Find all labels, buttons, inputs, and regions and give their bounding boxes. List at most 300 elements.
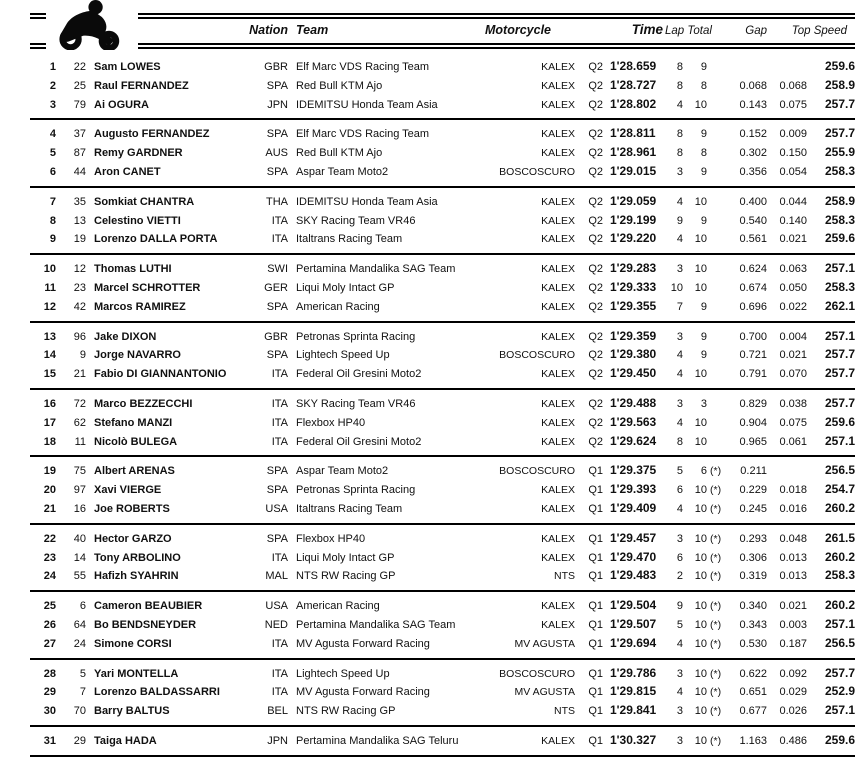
session: Q1 <box>588 551 603 564</box>
session: Q2 <box>588 300 603 313</box>
lap-time: 1'29.333 <box>610 279 657 294</box>
q1-marker <box>707 389 727 414</box>
rider-number: 9 <box>79 349 86 362</box>
motorcycle: KALEX <box>541 300 575 313</box>
lap: 4 <box>676 686 683 699</box>
team-name: Pertamina Mandalika SAG Team <box>288 254 485 279</box>
lap: 8 <box>676 61 683 73</box>
motorcycle: KALEX <box>541 618 575 631</box>
rider-number: 21 <box>73 368 86 381</box>
motorcycle: KALEX <box>541 502 575 515</box>
rider-name: Simone CORSI <box>94 637 172 650</box>
total-laps: 9 <box>700 165 707 178</box>
q1-marker <box>707 414 727 433</box>
rider-name: Jake DIXON <box>86 322 246 347</box>
total-laps: 10 <box>694 233 707 246</box>
lap: 8 <box>676 435 683 448</box>
session: Q1 <box>575 726 603 756</box>
team-name: SKY Racing Team VR46 <box>296 214 416 227</box>
gap-to-first: 0.302 <box>739 147 767 160</box>
position: 16 <box>30 389 56 414</box>
lap-time: 1'29.199 <box>610 212 657 227</box>
rider-name: Fabio DI GIANNANTONIO <box>94 368 227 381</box>
gap-to-prev: 0.187 <box>779 637 807 650</box>
session: Q2 <box>588 147 603 160</box>
gap-to-first: 0.904 <box>739 416 767 429</box>
rider-number: 42 <box>73 300 86 313</box>
position: 24 <box>43 570 56 583</box>
team-name: American Racing <box>296 300 380 313</box>
rider-number: 13 <box>73 214 86 227</box>
top-speed: 258.9 <box>807 187 855 212</box>
rider-number: 35 <box>56 187 86 212</box>
result-row <box>30 187 855 212</box>
lap-time: 1'29.841 <box>610 703 657 718</box>
session: Q1 <box>575 659 603 684</box>
nation: USA <box>265 502 288 515</box>
header-row <box>30 16 855 46</box>
lap: 4 <box>676 637 683 650</box>
position: 6 <box>49 165 56 178</box>
lap-time: 1'29.393 <box>610 482 657 497</box>
col-header-gap: Gap <box>707 16 767 46</box>
gap-to-first: 0.965 <box>739 435 767 448</box>
result-row <box>30 389 855 414</box>
total-laps: 10 <box>694 618 707 631</box>
nation: SPA <box>266 79 288 92</box>
rider-name: Cameron BEAUBIER <box>86 591 246 616</box>
team-name: Federal Oil Gresini Moto2 <box>296 435 422 448</box>
team-name: Liqui Moly Intact GP <box>296 281 395 294</box>
result-row <box>30 433 855 457</box>
total-laps: 10 <box>694 637 707 650</box>
lap-time: 1'28.961 <box>610 145 657 160</box>
nation: SPA <box>266 484 288 497</box>
motorcycle: KALEX <box>541 233 575 246</box>
team-name: NTS RW Racing GP <box>296 705 396 718</box>
rider-number: 12 <box>56 254 86 279</box>
lap-time: 1'29.694 <box>610 635 657 650</box>
lap: 3 <box>663 726 683 756</box>
gap-to-prev: 0.021 <box>779 233 807 246</box>
team-name: NTS RW Racing GP <box>296 570 396 583</box>
motorcycle: KALEX <box>541 551 575 564</box>
top-speed: 258.3 <box>824 212 855 227</box>
q1-marker: (*) <box>710 637 722 650</box>
total-laps: 10 <box>694 551 707 564</box>
q1-marker: (*) <box>707 659 727 684</box>
team-name: Lightech Speed Up <box>288 659 485 684</box>
gap-to-prev <box>767 456 807 481</box>
total-laps: 10 <box>694 435 707 448</box>
top-speed: 261.5 <box>807 524 855 549</box>
result-row <box>30 230 855 254</box>
lap-time: 1'29.786 <box>603 659 663 684</box>
gap-to-prev: 0.070 <box>779 368 807 381</box>
q1-marker <box>707 144 727 163</box>
lap-time: 1'28.727 <box>610 77 657 92</box>
top-speed: 257.1 <box>824 616 855 631</box>
lap: 6 <box>676 551 683 564</box>
rider-name: Hector GARZO <box>86 524 246 549</box>
q1-marker <box>707 433 727 457</box>
rider-number: 22 <box>73 61 86 73</box>
col-header-top-speed: Top Speed <box>767 16 855 46</box>
nation: THA <box>246 187 288 212</box>
lap: 3 <box>663 389 683 414</box>
lap-time: 1'29.450 <box>610 366 657 381</box>
team-name: Aspar Team Moto2 <box>296 165 389 178</box>
lap: 5 <box>676 618 683 631</box>
session: Q2 <box>588 368 603 381</box>
lap: 3 <box>663 659 683 684</box>
q1-marker <box>707 77 727 96</box>
top-speed: 258.9 <box>824 77 855 92</box>
rider-name: Aron CANET <box>94 165 161 178</box>
lap: 3 <box>663 322 683 347</box>
gap-to-prev: 0.022 <box>779 300 807 313</box>
lap-time: 1'29.355 <box>610 298 657 313</box>
motorcycle: KALEX <box>485 119 575 144</box>
lap: 4 <box>676 98 683 111</box>
session: Q2 <box>588 416 603 429</box>
total-laps: 10 <box>694 686 707 699</box>
result-row <box>30 456 855 481</box>
rider-number: 24 <box>73 637 86 650</box>
gap-to-first: 0.624 <box>727 254 767 279</box>
q1-marker <box>707 46 727 77</box>
rider-name: Marcos RAMIREZ <box>94 300 186 313</box>
rider-name: Raul FERNANDEZ <box>94 79 189 92</box>
top-speed: 257.1 <box>807 254 855 279</box>
rider-number: 62 <box>73 416 86 429</box>
top-speed: 257.1 <box>824 433 855 448</box>
position: 21 <box>43 502 56 515</box>
col-header-empty-session <box>575 16 603 46</box>
top-speed: 256.5 <box>824 635 855 650</box>
nation: AUS <box>265 147 288 160</box>
nation: ITA <box>271 435 288 448</box>
lap-time: 1'29.488 <box>603 389 663 414</box>
total-laps: 10 <box>694 416 707 429</box>
lap-time: 1'28.811 <box>603 119 663 144</box>
q1-marker <box>707 119 727 144</box>
motorcycle: KALEX <box>541 435 575 448</box>
q1-marker: (*) <box>710 686 722 699</box>
lap: 10 <box>670 281 683 294</box>
rider-number: 79 <box>73 98 86 111</box>
gap-to-prev: 0.026 <box>779 705 807 718</box>
col-header-time: Time <box>603 16 663 46</box>
rider-name: Marcel SCHROTTER <box>94 281 201 294</box>
lap: 8 <box>676 147 683 160</box>
rider-number: 96 <box>56 322 86 347</box>
team-name: SKY Racing Team VR46 <box>288 389 485 414</box>
nation: MAL <box>265 570 288 583</box>
result-row <box>30 591 855 616</box>
team-name: Flexbox HP40 <box>296 416 366 429</box>
motorcycle: KALEX <box>485 389 575 414</box>
gap-to-prev: 0.013 <box>779 551 807 564</box>
rider-name: Ai OGURA <box>94 98 149 111</box>
q1-marker: (*) <box>710 570 722 583</box>
total-laps: 9 <box>683 119 707 144</box>
rider-number: 37 <box>56 119 86 144</box>
q1-marker <box>707 187 727 212</box>
q1-marker <box>707 365 727 389</box>
total-laps: 9 <box>700 300 707 313</box>
nation: SWI <box>246 254 288 279</box>
total-laps: 10 <box>694 281 707 294</box>
gap-to-first: 0.245 <box>739 502 767 515</box>
col-header-motorcycle: Motorcycle <box>485 16 575 46</box>
result-row <box>30 144 855 163</box>
total-laps: 10 <box>683 659 707 684</box>
gap-to-first: 0.674 <box>739 281 767 294</box>
motorcycle: KALEX <box>485 591 575 616</box>
lap-time: 1'30.327 <box>603 726 663 756</box>
motorcycle: KALEX <box>541 214 575 227</box>
gap-to-prev: 0.048 <box>767 524 807 549</box>
gap-to-first: 0.696 <box>739 300 767 313</box>
result-row <box>30 616 855 635</box>
nation: NED <box>264 618 288 631</box>
nation: SPA <box>246 456 288 481</box>
result-row <box>30 96 855 120</box>
position: 8 <box>49 214 56 227</box>
team-name: Federal Oil Gresini Moto2 <box>296 368 422 381</box>
lap-time: 1'29.375 <box>603 456 663 481</box>
position: 1 <box>49 61 56 73</box>
lap-time: 1'29.815 <box>610 684 657 699</box>
position: 15 <box>43 368 56 381</box>
session: Q1 <box>588 618 603 631</box>
result-row <box>30 298 855 322</box>
total-laps: 10 <box>694 705 707 718</box>
q1-marker <box>707 96 727 120</box>
total-laps: 9 <box>700 214 707 227</box>
result-row <box>30 322 855 347</box>
nation: ITA <box>271 416 288 429</box>
gap-to-prev: 0.018 <box>779 484 807 497</box>
rider-name: Thomas LUTHI <box>86 254 246 279</box>
lap: 4 <box>676 368 683 381</box>
q1-marker <box>707 254 727 279</box>
rider-name: Xavi VIERGE <box>94 484 162 497</box>
q1-marker: (*) <box>710 705 722 718</box>
result-row <box>30 659 855 684</box>
top-speed: 259.6 <box>824 59 855 73</box>
session: Q1 <box>588 570 603 583</box>
motorcycle: BOSCOSCURO <box>499 349 575 362</box>
team-name: Italtrans Racing Team <box>296 502 403 515</box>
team-name: Red Bull KTM Ajo <box>296 79 383 92</box>
gap-to-first: 0.293 <box>727 524 767 549</box>
rider-name: Joe ROBERTS <box>94 502 170 515</box>
col-header-team: Team <box>288 16 485 46</box>
lap: 7 <box>676 300 683 313</box>
gap-to-prev: 0.075 <box>779 98 807 111</box>
position: 29 <box>43 686 56 699</box>
position: 3 <box>49 98 56 111</box>
gap-to-first: 0.211 <box>727 456 767 481</box>
session: Q1 <box>588 686 603 699</box>
lap-time: 1'29.563 <box>610 414 657 429</box>
q1-marker: (*) <box>710 551 722 564</box>
lap-time: 1'29.504 <box>603 591 663 616</box>
team-name: Liqui Moly Intact GP <box>296 551 395 564</box>
q1-marker: (*) <box>710 484 722 497</box>
gap-to-prev: 0.068 <box>779 79 807 92</box>
session: Q2 <box>588 165 603 178</box>
nation: GER <box>264 281 288 294</box>
result-row <box>30 46 855 77</box>
motorcycle: KALEX <box>541 281 575 294</box>
session: Q1 <box>588 705 603 718</box>
total-laps: 10 <box>683 254 707 279</box>
rider-number: 55 <box>73 570 86 583</box>
result-row <box>30 414 855 433</box>
rider-name: Nicolò BULEGA <box>94 435 178 448</box>
gap-to-first: 0.400 <box>727 187 767 212</box>
q1-marker: (*) <box>710 502 722 515</box>
team-name: Flexbox HP40 <box>288 524 485 549</box>
position: 19 <box>30 456 56 481</box>
rider-number: 11 <box>74 435 86 448</box>
top-speed: 254.7 <box>824 482 855 497</box>
motorcycle-rider-icon <box>46 0 138 52</box>
rider-name: Tony ARBOLINO <box>94 551 181 564</box>
total-laps: 10 <box>694 570 707 583</box>
gap-to-prev: 0.140 <box>779 214 807 227</box>
gap-to-prev: 0.038 <box>767 389 807 414</box>
session: Q2 <box>588 98 603 111</box>
gap-to-first: 0.721 <box>739 349 767 362</box>
total-laps: 10 <box>694 484 707 497</box>
gap-to-first: 0.561 <box>739 233 767 246</box>
motorcycle: NTS <box>554 705 575 718</box>
lap: 3 <box>663 524 683 549</box>
position: 10 <box>30 254 56 279</box>
top-speed: 259.6 <box>807 726 855 756</box>
q1-marker: (*) <box>707 456 727 481</box>
rider-name: Hafizh SYAHRIN <box>94 570 179 583</box>
lap-time: 1'29.015 <box>610 163 657 178</box>
nation: SPA <box>266 165 288 178</box>
session: Q1 <box>588 502 603 515</box>
position: 30 <box>43 705 56 718</box>
lap-time: 1'29.507 <box>610 616 657 631</box>
session: Q1 <box>575 524 603 549</box>
total-laps: 10 <box>694 98 707 111</box>
rider-number: 75 <box>56 456 86 481</box>
lap: 9 <box>676 214 683 227</box>
result-row <box>30 279 855 298</box>
position: 27 <box>43 637 56 650</box>
gap-to-prev <box>767 46 807 77</box>
q1-marker <box>707 298 727 322</box>
motorcycle: KALEX <box>541 98 575 111</box>
position: 25 <box>30 591 56 616</box>
top-speed: 257.7 <box>807 389 855 414</box>
result-row <box>30 346 855 365</box>
rider-name: Marco BEZZECCHI <box>86 389 246 414</box>
lap-time: 1'29.220 <box>610 231 657 246</box>
top-speed: 257.1 <box>824 703 855 718</box>
top-speed: 260.2 <box>824 549 855 564</box>
gap-to-first <box>727 46 767 77</box>
position: 26 <box>43 618 56 631</box>
motorcycle: KALEX <box>541 61 575 73</box>
gap-to-first: 0.622 <box>727 659 767 684</box>
motorcycle: KALEX <box>541 368 575 381</box>
results-table <box>30 13 855 757</box>
gap-to-prev: 0.050 <box>779 281 807 294</box>
top-speed: 258.3 <box>824 568 855 583</box>
gap-to-first: 0.152 <box>727 119 767 144</box>
total-laps: 9 <box>700 349 707 362</box>
rider-name: Jorge NAVARRO <box>94 349 181 362</box>
position: 18 <box>43 435 56 448</box>
position: 23 <box>43 551 56 564</box>
motorcycle: MV AGUSTA <box>514 686 575 699</box>
team-name: Red Bull KTM Ajo <box>296 147 383 160</box>
rider-number: 16 <box>73 502 86 515</box>
top-speed: 260.2 <box>807 591 855 616</box>
rider-number: 5 <box>56 659 86 684</box>
lap-time: 1'29.457 <box>603 524 663 549</box>
top-speed: 259.6 <box>824 414 855 429</box>
result-row <box>30 524 855 549</box>
nation: ITA <box>271 368 288 381</box>
team-name: Pertamina Mandalika SAG Teluru <box>288 726 485 756</box>
rider-number: 70 <box>73 705 86 718</box>
session: Q2 <box>588 79 603 92</box>
session: Q2 <box>575 322 603 347</box>
lap: 5 <box>663 456 683 481</box>
gap-to-first: 0.068 <box>739 79 767 92</box>
position: 17 <box>43 416 56 429</box>
rider-name: Yari MONTELLA <box>86 659 246 684</box>
result-row <box>30 567 855 591</box>
session: Q2 <box>588 61 603 73</box>
top-speed: 252.9 <box>824 684 855 699</box>
rider-number: 97 <box>73 484 86 497</box>
top-speed: 262.1 <box>824 298 855 313</box>
position: 20 <box>43 484 56 497</box>
lap-time: 1'29.483 <box>610 568 657 583</box>
session: Q2 <box>575 254 603 279</box>
rider-name: Sam LOWES <box>94 61 161 73</box>
lap-time: 1'29.470 <box>610 549 657 564</box>
lap-time: 1'29.624 <box>610 433 657 448</box>
lap-time: 1'28.659 <box>610 59 657 73</box>
motorcycle: BOSCOSCURO <box>485 659 575 684</box>
total-laps: 10 <box>683 524 707 549</box>
lap: 3 <box>676 165 683 178</box>
gap-to-first: 0.343 <box>739 618 767 631</box>
lap: 4 <box>676 349 683 362</box>
q1-marker <box>707 163 727 187</box>
nation: ITA <box>271 233 288 246</box>
top-speed: 255.9 <box>824 145 855 160</box>
total-laps: 8 <box>700 79 707 92</box>
rider-name: Lorenzo DALLA PORTA <box>94 233 218 246</box>
rider-name: Lorenzo BALDASSARRI <box>94 686 220 699</box>
total-laps: 10 <box>694 502 707 515</box>
q1-marker <box>707 346 727 365</box>
q1-marker <box>707 279 727 298</box>
